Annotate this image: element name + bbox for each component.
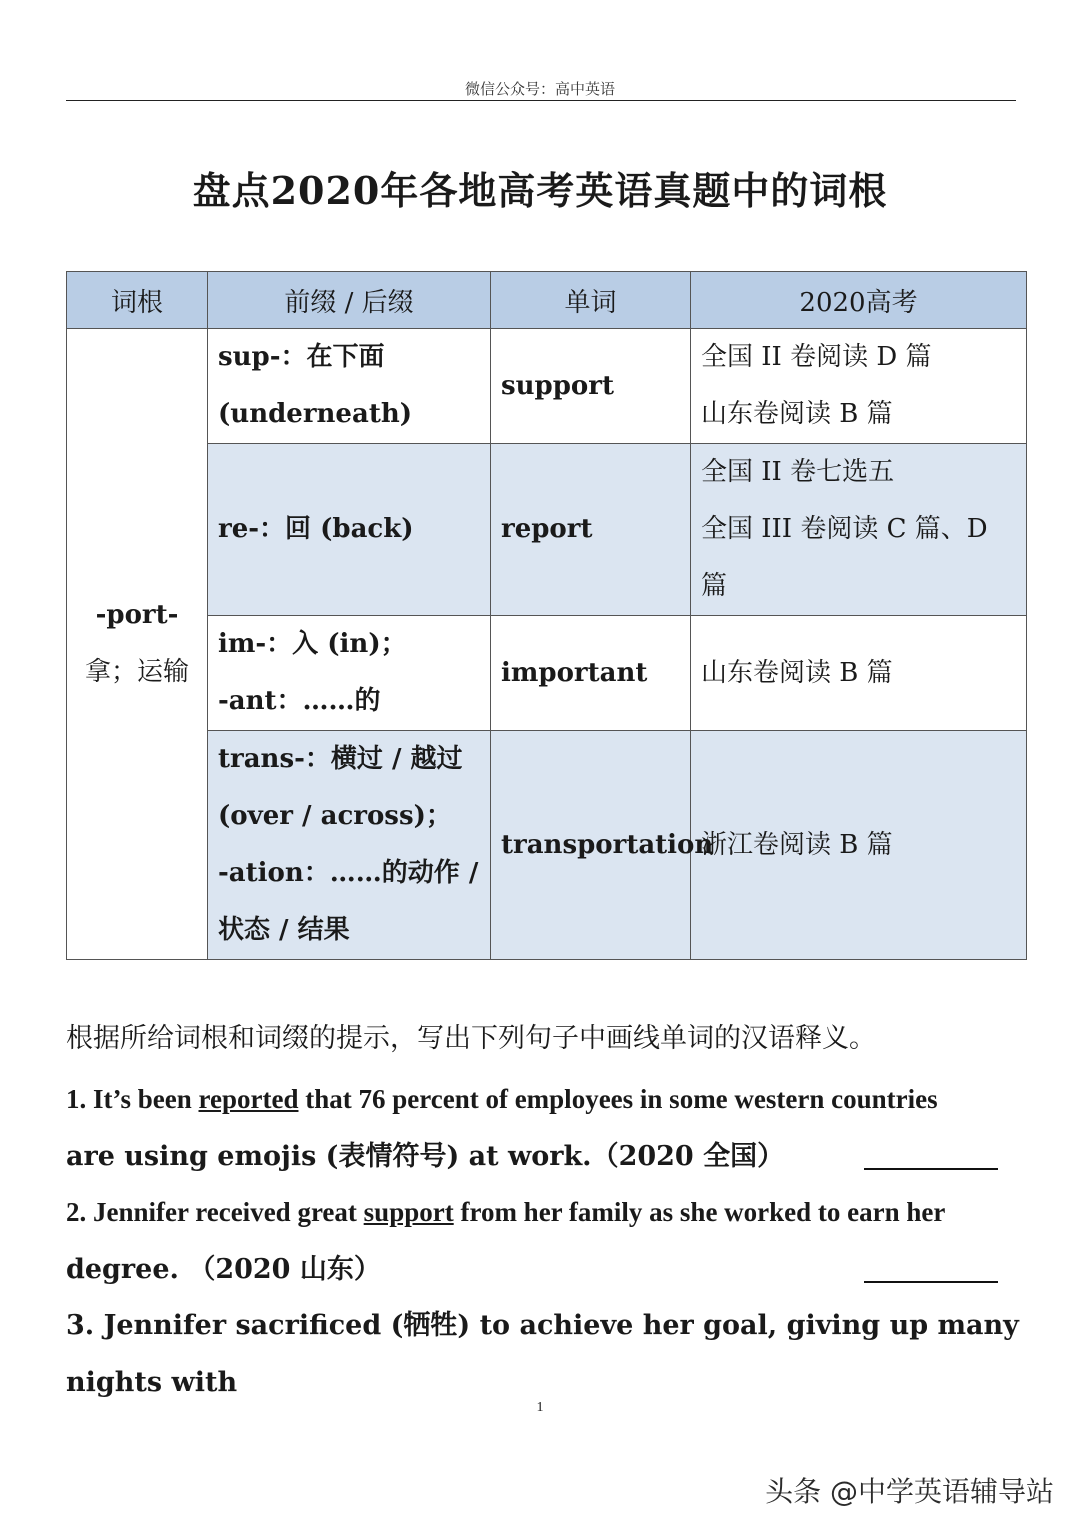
question-3: [66, 1297, 1026, 1411]
source-cell: [691, 616, 1027, 731]
affix-line: trans-：横过 / 越过: [218, 744, 463, 774]
header-divider: [66, 100, 1016, 101]
source-cell: [691, 444, 1027, 616]
source-line: 浙江卷阅读 B 篇: [701, 829, 893, 860]
source-line: 篇: [701, 571, 728, 601]
word-cell: [491, 444, 691, 616]
header-exam: 2020高考: [691, 272, 1027, 329]
source-watermark: 头条 @中学英语辅导站: [765, 1475, 1054, 1508]
source-line: 山东卷阅读 B 篇: [701, 657, 893, 688]
word-cell: [491, 731, 714, 960]
source-line: 全国 II 卷阅读 D 篇: [701, 342, 932, 372]
question-text: 2. Jennifer received great: [66, 1197, 364, 1227]
affix-cell: [208, 731, 491, 960]
affix-cell: [208, 329, 491, 444]
page-title: 盘点2020年各地高考英语真题中的词根: [192, 168, 888, 213]
source-line: 全国 II 卷七选五: [701, 457, 895, 487]
question-text: that 76 percent of employees in some western countries: [298, 1084, 938, 1114]
affix-line: (underneath): [218, 399, 413, 429]
affix-line: re-：回 (back): [218, 514, 414, 544]
table-row: [67, 329, 1027, 444]
question-text: are using emojis (表情符号) at work.（2020 全国）: [66, 1141, 785, 1172]
affix-line: sup-：在下面: [218, 342, 385, 372]
question-text: 3. Jennifer sacrificed (牺牲) to achieve her goal, giving up many nights with: [66, 1310, 1019, 1398]
page-number: 1: [536, 1400, 544, 1415]
header-word: 单词: [491, 272, 691, 329]
word-text: report: [501, 514, 593, 544]
root-word: -port-: [95, 600, 179, 630]
affix-line: -ation：……的动作 /: [218, 858, 479, 888]
source-cell: [691, 731, 1027, 960]
word-text: support: [501, 370, 614, 401]
table-row: [67, 731, 1027, 960]
affix-line: (over / across)；: [218, 801, 452, 831]
header-affix: 前缀 / 后缀: [208, 272, 491, 329]
underlined-word: reported: [198, 1084, 299, 1114]
header-root: 词根: [67, 272, 208, 329]
page-header-text: 微信公众号：高中英语: [464, 80, 615, 98]
affix-cell: [208, 616, 491, 731]
root-cell: [67, 329, 208, 960]
source-line: 山东卷阅读 B 篇: [701, 399, 893, 429]
word-text: transportation: [501, 829, 714, 860]
question-text: 1. It’s been: [66, 1084, 199, 1114]
table-row: [67, 616, 1027, 731]
word-text: important: [501, 657, 648, 688]
word-cell: [491, 329, 691, 444]
affix-line: 状态 / 结果: [218, 915, 350, 945]
answer-blank[interactable]: [864, 1168, 998, 1170]
answer-blank[interactable]: [864, 1281, 998, 1283]
exercise-instructions: 根据所给词根和词缀的提示，写出下列句子中画线单词的汉语释义。: [66, 1023, 876, 1054]
affix-line: im-：入 (in)；: [218, 629, 407, 659]
question-text: from her family as she worked to earn her: [453, 1197, 946, 1227]
underlined-word: support: [363, 1197, 454, 1227]
source-cell: [691, 329, 1027, 444]
root-meaning: 拿；运输: [84, 657, 189, 687]
question-text: degree. （2020 山东）: [66, 1254, 381, 1285]
table-header-row: [67, 272, 1027, 329]
word-root-table: [66, 271, 1027, 960]
affix-cell: [208, 444, 491, 616]
affix-line: -ant：……的: [218, 686, 381, 716]
table-row: [67, 444, 1027, 616]
word-cell: [491, 616, 691, 731]
source-line: 全国 III 卷阅读 C 篇、D: [701, 514, 988, 544]
